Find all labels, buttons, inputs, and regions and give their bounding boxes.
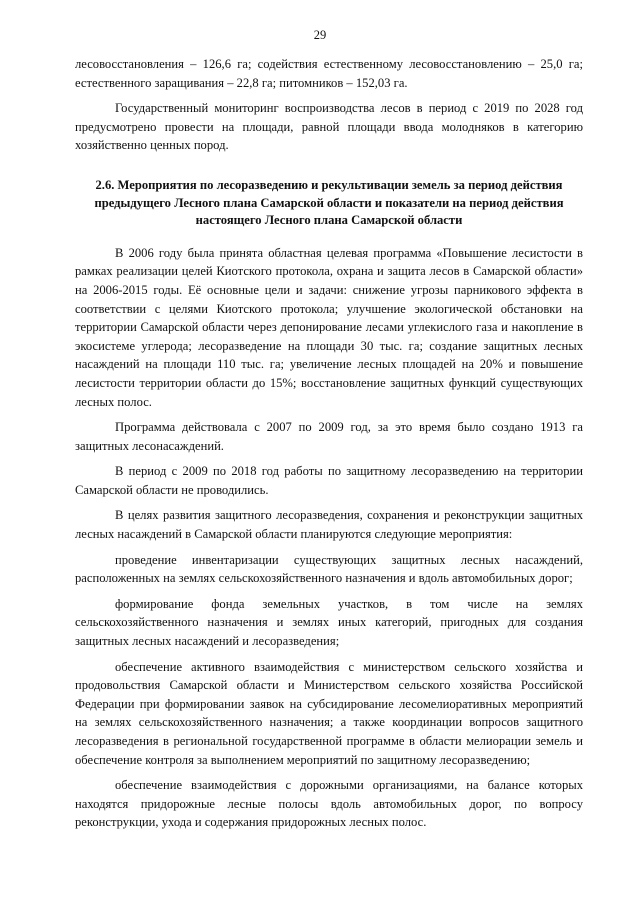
paragraph-monitoring: Государственный мониторинг воспроизводства лесов в период с 2019 по 2028 год предусмотрено провести на площади, равной площади ввода молодняков в категорию хозяйственно ценных пород. [75,101,583,153]
list-item-inventory: проведение инвентаризации существующих защитных лесных насаждений, расположенных на землях сельскохозяйственного назначения и вдоль автомобильных дорог; [75,552,583,586]
list-item-road-organizations: обеспечение взаимодействия с дорожными организациями, на балансе которых находятся придорожные лесные полосы вдоль автомобильных дорог, по вопросу реконструкции, ухода и содержания придорожных лесных полос. [75,778,583,830]
list-item-land-fund: формирование фонда земельных участков, в том числе на землях сельскохозяйственного назначения и землях иных категорий, пригодных для создания защитных лесных насаждений и лесоразведения; [75,596,583,649]
paragraph-program-2006: В 2006 году была принята областная целевая программа «Повышение лесистости в рамках реализации целей Киотского протокола, охрана и защита лесов в Самарской области» на 2006-2015 годы. Её основные цели и задачи: снижение угрозы парникового эффекта в соответствии с целями Киотского протокола; улучшение экологической обстановки на территории Самарской области через депонирование лесами углекислого газа и накопление в экосистеме углерода; лесоразведение на площади 30 тыс. га; создание защитных лесных насаждений на площади 110 тыс. га; увеличение лесных площадей на 20% и повышение лесистости территории области до 15%; восстановление защитных функций существующих лесных полос. [75,245,583,409]
document-body [75,55,583,832]
list-item-ministry-cooperation: обеспечение активного взаимодействия с министерством сельского хозяйства и продовольствия Самарской области и Министерством сельского хозяйства Российской Федерации при формировании заявок на субсидирование лесомелиоративных мероприятий на землях сельскохозяйственного назначения; а также координации вопросов защитного лесоразведения в региональной государственной программе в области мелиорации земель и обеспечение контроля за выполнением мероприятий по защитному лесоразведению; [75,659,583,767]
paragraph-program-period: Программа действовала с 2007 по 2009 год, за это время было создано 1913 га защитных лесонасаждений. [75,420,583,453]
page-number: 29 [313,28,327,42]
paragraph-planned-measures: В целях развития защитного лесоразведения, сохранения и реконструкции защитных лесных насаждений в Самарской области планируются следующие мероприятия: [75,508,583,542]
paragraph-continued: лесовосстановления – 126,6 га; содействия естественному лесовосстановлению – 25,0 га; естественного заращивания – 22,8 га; питомников – 152,03 га. [75,57,583,90]
paragraph-2009-2018: В период с 2009 по 2018 год работы по защитному лесоразведению на территории Самарской области не проводились. [75,464,583,497]
section-heading: 2.6. Мероприятия по лесоразведению и рекультивации земель за период действия предыдущего Лесного плана Самарской области и показатели на период действия настоящего Лесного плана Самарской области [94,177,564,228]
